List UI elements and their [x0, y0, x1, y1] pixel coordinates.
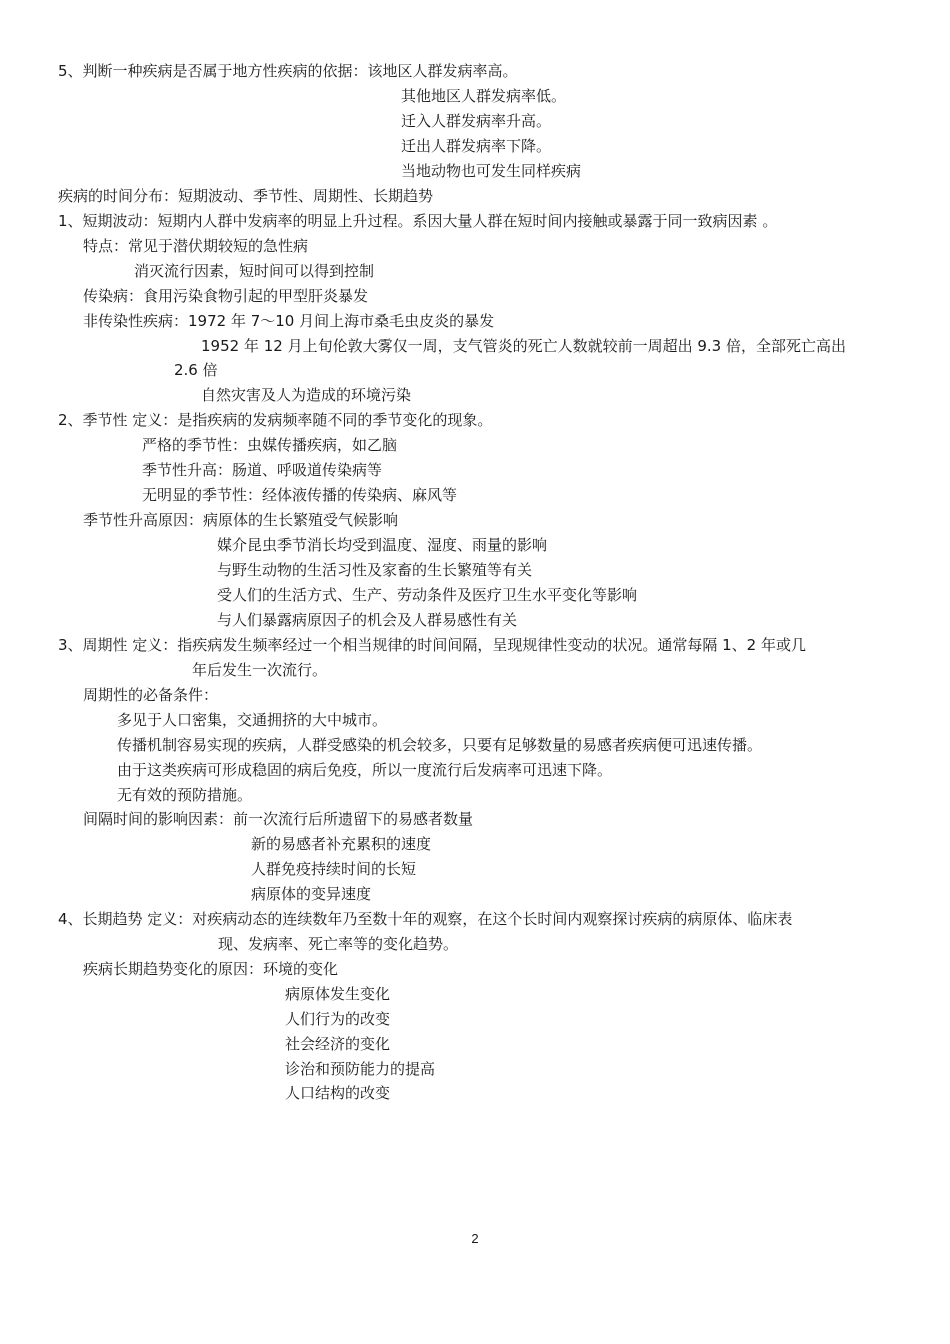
text-line: 消灭流行因素，短时间可以得到控制 [134, 262, 375, 280]
list-item: 人口结构的改变 [285, 1084, 391, 1102]
text-line: 1952 年 12 月上旬伦敦大雾仅一周，支气管炎的死亡人数就较前一周超出 9.3 倍，全部死亡高出 [201, 337, 846, 355]
list-item: 传播机制容易实现的疾病，人群受感染的机会较多，只要有足够数量的易感者疾病便可迅速传播。 [117, 736, 763, 754]
section-3-heading: 3、周期性 定义：指疾病发生频率经过一个相当规律的时间间隔，呈现规律性变动的状况。通常每隔 1、2 年或几 [58, 636, 806, 654]
text-line: 严格的季节性：虫媒传播疾病，如乙脑 [142, 436, 398, 454]
list-item: 迁出人群发病率下降。 [401, 137, 552, 155]
list-item: 与人们暴露病原因子的机会及人群易感性有关 [217, 611, 518, 629]
text-line: 传染病：食用污染食物引起的甲型肝炎暴发 [83, 287, 369, 305]
list-item: 多见于人口密集，交通拥挤的大中城市。 [117, 711, 388, 729]
text-line: 疾病长期趋势变化的原因：环境的变化 [83, 960, 339, 978]
text-line: 年后发生一次流行。 [192, 661, 328, 679]
text-line: 季节性升高原因：病原体的生长繁殖受气候影响 [83, 511, 399, 529]
list-item: 病原体的变异速度 [251, 885, 372, 903]
list-item: 媒介昆虫季节消长均受到温度、湿度、雨量的影响 [217, 536, 548, 554]
list-item: 由于这类疾病可形成稳固的病后免疫，所以一度流行后发病率可迅速下降。 [117, 761, 613, 779]
section-4-heading: 4、长期趋势 定义：对疾病动态的连续数年乃至数十年的观察，在这个长时间内观察探讨疾病的病原体、临床表 [58, 910, 793, 928]
text-line: 2.6 倍 [174, 361, 218, 379]
text-line: 自然灾害及人为造成的环境污染 [201, 386, 412, 404]
list-item: 人群免疫持续时间的长短 [251, 860, 417, 878]
list-item: 迁入人群发病率升高。 [401, 112, 552, 130]
list-item: 人们行为的改变 [285, 1010, 391, 1028]
list-item: 受人们的生活方式、生产、劳动条件及医疗卫生水平变化等影响 [217, 586, 638, 604]
list-item: 诊治和预防能力的提高 [285, 1060, 436, 1078]
list-item: 新的易感者补充累积的速度 [251, 835, 432, 853]
list-item: 其他地区人群发病率低。 [401, 87, 567, 105]
text-line: 季节性升高：肠道、呼吸道传染病等 [142, 461, 383, 479]
text-line: 间隔时间的影响因素：前一次流行后所遗留下的易感者数量 [83, 810, 474, 828]
section-1-heading: 1、短期波动：短期内人群中发病率的明显上升过程。系因大量人群在短时间内接触或暴露于同一致病因素 。 [58, 212, 778, 230]
time-distribution-heading: 疾病的时间分布：短期波动、季节性、周期性、长期趋势 [58, 187, 434, 205]
list-item: 当地动物也可发生同样疾病 [401, 162, 582, 180]
text-line: 非传染性疾病：1972 年 7～10 月间上海市桑毛虫皮炎的暴发 [83, 312, 495, 330]
list-item: 与野生动物的生活习性及家畜的生长繁殖等有关 [217, 561, 533, 579]
section-2-heading: 2、季节性 定义：是指疾病的发病频率随不同的季节变化的现象。 [58, 411, 493, 429]
section-5-heading: 5、判断一种疾病是否属于地方性疾病的依据：该地区人群发病率高。 [58, 62, 518, 80]
list-item: 社会经济的变化 [285, 1035, 391, 1053]
list-item: 无有效的预防措施。 [117, 786, 253, 804]
text-line: 特点：常见于潜伏期较短的急性病 [83, 237, 309, 255]
text-line: 现、发病率、死亡率等的变化趋势。 [218, 935, 459, 953]
page-number: 2 [471, 1231, 479, 1246]
list-item: 病原体发生变化 [285, 985, 391, 1003]
text-line: 无明显的季节性：经体液传播的传染病、麻风等 [142, 486, 458, 504]
text-line: 周期性的必备条件： [83, 686, 219, 704]
